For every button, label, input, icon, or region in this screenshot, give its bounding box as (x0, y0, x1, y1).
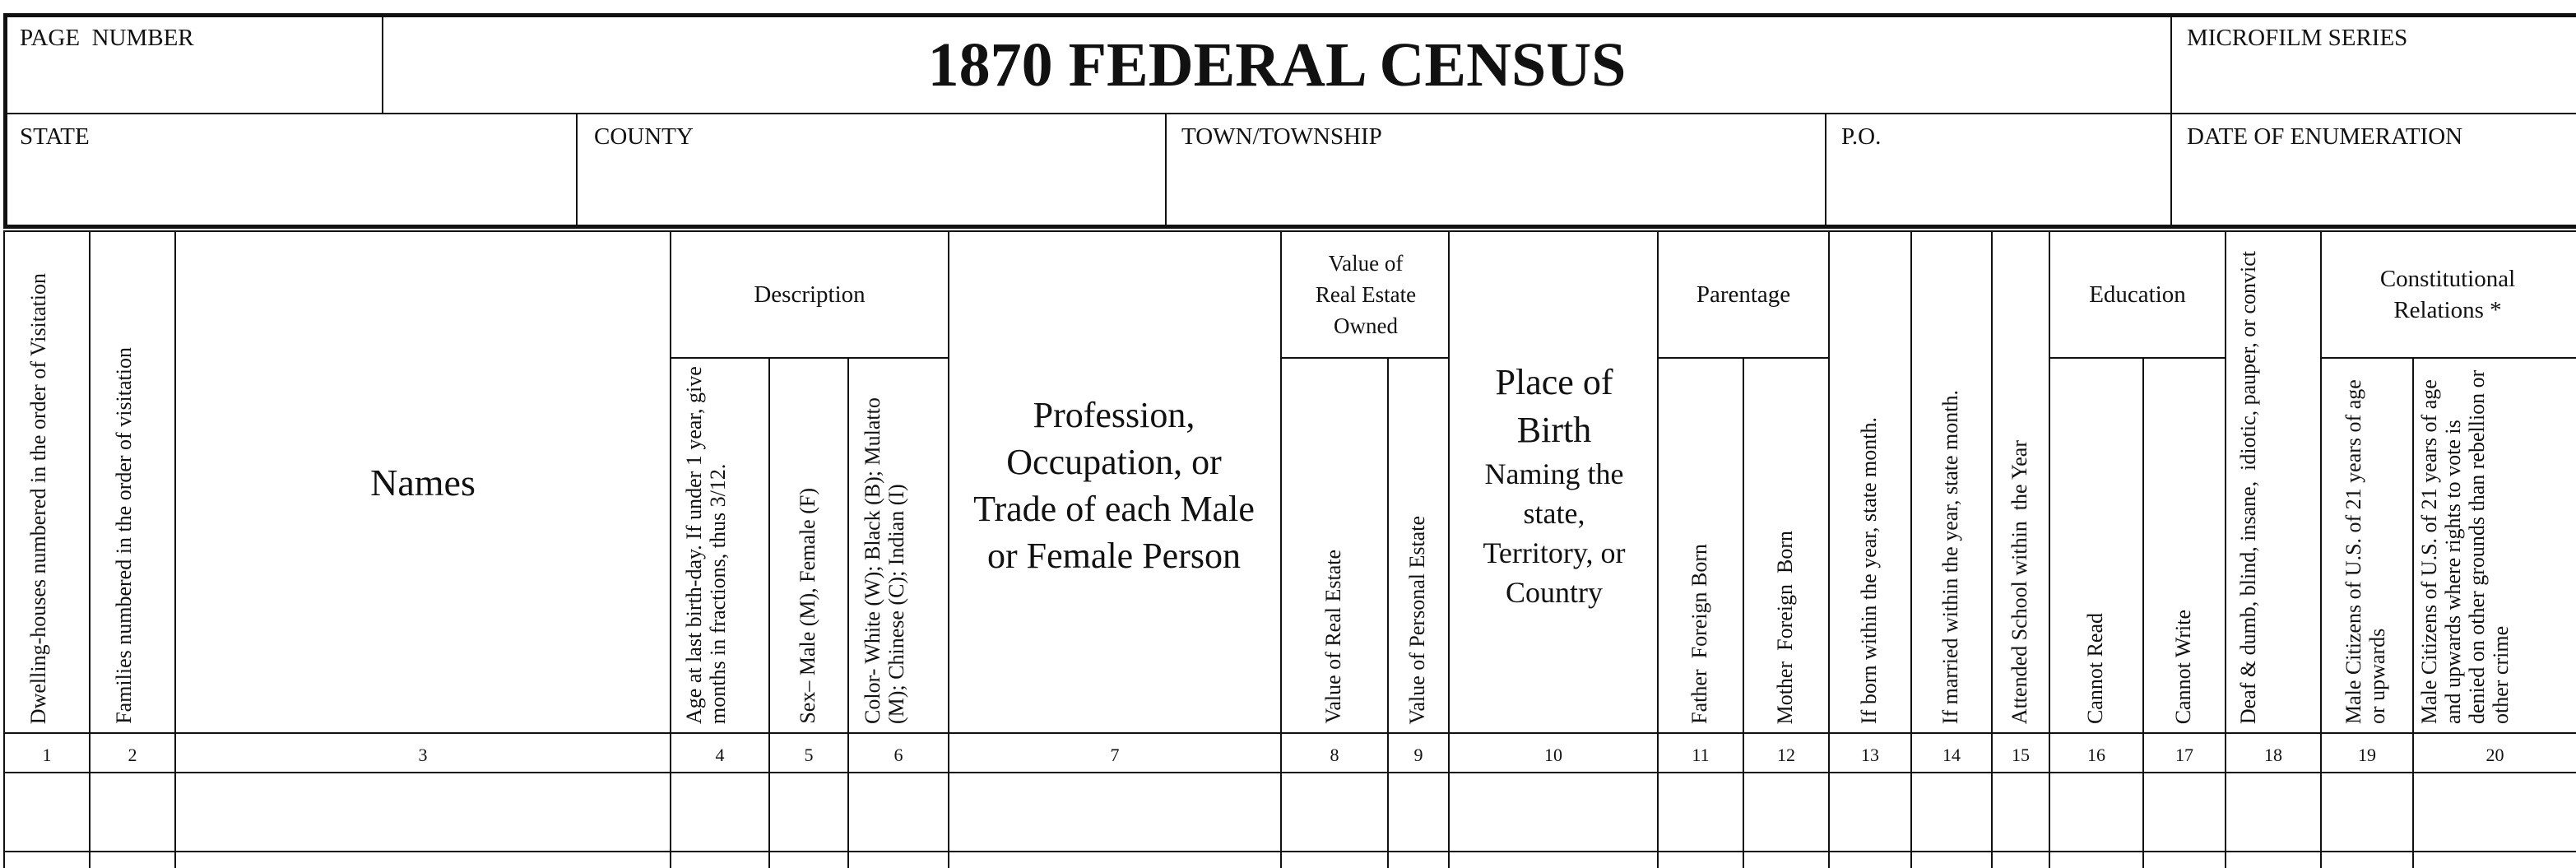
column-number: 1 (42, 745, 52, 765)
column-number: 6 (893, 745, 903, 765)
place-of-birth-title: Place of Birth (1495, 362, 1613, 450)
column-divider (1828, 230, 1830, 868)
column-header-dwelling: Dwelling-houses numbered in the order of Visitation (26, 272, 50, 724)
county-label: COUNTY (594, 123, 694, 150)
column-header-married-within-year: If married within the year, state month. (1938, 389, 1962, 724)
header-divider (1165, 114, 1167, 229)
column-header-age: Age at last birth-day. If under 1 year, give months in fractions, thus 3/12. (682, 366, 730, 724)
column-number: 17 (2175, 745, 2193, 765)
column-number: 18 (2264, 745, 2282, 765)
column-header-profession: Profession, Occupation, or Trade of each Male or Female Person (973, 395, 1255, 576)
group-subheader-line (670, 357, 948, 359)
column-header-attended-school: Attended School within the Year (2007, 439, 2031, 724)
group-header-real-estate: Value of Real Estate Owned (1315, 251, 1417, 338)
subcolumn-divider (847, 357, 849, 868)
subcolumn-divider (1387, 357, 1389, 868)
header-divider (2170, 13, 2172, 229)
subcolumn-divider (2412, 357, 2414, 868)
column-number-row-top (3, 732, 2576, 734)
column-number: 8 (1330, 745, 1339, 765)
column-number: 19 (2358, 745, 2376, 765)
column-header-color: Color- White (W); Black (B); Mulatto (M); Chinese (C); Indian (I) (861, 397, 908, 724)
column-number: 16 (2087, 745, 2105, 765)
column-header-place-of-birth (1451, 346, 1657, 625)
subcolumn-divider (1743, 357, 1744, 868)
column-number: 5 (804, 745, 814, 765)
column-number: 9 (1413, 745, 1423, 765)
column-divider (2225, 230, 2226, 868)
column-number: 10 (1544, 745, 1562, 765)
post-office-label: P.O. (1841, 123, 1882, 150)
column-header-mother-foreign-born: Mother Foreign Born (1773, 530, 1797, 724)
column-divider (1910, 230, 1912, 868)
column-header-cannot-write: Cannot Write (2171, 609, 2195, 724)
column-number: 4 (715, 745, 725, 765)
column-divider (89, 230, 91, 868)
header-divider (576, 114, 578, 229)
column-header-cannot-read: Cannot Read (2083, 612, 2107, 724)
group-header-description: Description (754, 281, 866, 308)
column-header-sex: Sex– Male (M), Female (F) (796, 488, 819, 724)
column-divider (1448, 230, 1450, 868)
town-township-label: TOWN/TOWNSHIP (1181, 123, 1382, 150)
column-number-row-bottom (3, 772, 2576, 773)
column-header-male-citizens: Male Citizens of U.S. of 21 years of age or upwards (2342, 379, 2389, 724)
header-divider (1825, 114, 1826, 229)
column-header-value-personal-estate: Value of Personal Estate (1405, 515, 1429, 724)
column-header-male-citizens-denied: Male Citizens of U.S. of 21 years of age and upwards where rights to vote is denied on other grounds than rebellion or other crime (2417, 369, 2513, 724)
column-number: 2 (128, 745, 137, 765)
column-header-names: Names (370, 461, 476, 504)
group-header-education: Education (2089, 281, 2186, 308)
entry-row-line (3, 851, 2576, 852)
group-header-constitutional-relations: Constitutional Relations * (2379, 266, 2516, 323)
column-number: 13 (1861, 745, 1879, 765)
column-divider (948, 230, 949, 868)
group-subheader-line (2049, 357, 2225, 359)
date-of-enumeration-label: DATE OF ENUMERATION (2187, 123, 2463, 150)
group-header-parentage: Parentage (1696, 281, 1791, 308)
column-header-born-within-year: If born within the year, state month. (1857, 417, 1881, 724)
subcolumn-divider (768, 357, 770, 868)
column-header-families: Families numbered in the order of visitation (112, 347, 136, 724)
column-number: 12 (1777, 745, 1795, 765)
column-number: 20 (2485, 745, 2504, 765)
column-number: 14 (1942, 745, 1961, 765)
column-divider (3, 230, 5, 868)
place-of-birth-subtitle: Naming the state, Territory, or Country (1483, 457, 1626, 609)
column-header-value-real-estate: Value of Real Estate (1321, 550, 1345, 724)
column-divider (1280, 230, 1282, 868)
column-divider (1991, 230, 1993, 868)
header-row-divider (3, 113, 2576, 114)
group-subheader-line (2320, 357, 2576, 359)
column-number: 15 (2012, 745, 2030, 765)
group-subheader-line (1280, 357, 1448, 359)
column-number: 3 (418, 745, 428, 765)
microfilm-series-label: MICROFILM SERIES (2187, 25, 2408, 51)
column-header-father-foreign-born: Father Foreign Born (1687, 544, 1711, 724)
column-number: 7 (1110, 745, 1120, 765)
column-header-deaf-dumb-blind: Deaf & dumb, blind, insane, idiotic, pauper, or convict (2236, 250, 2260, 724)
subcolumn-divider (2142, 357, 2144, 868)
page-number-label: PAGE NUMBER (20, 25, 194, 51)
column-number: 11 (1692, 745, 1710, 765)
form-title: 1870 FEDERAL CENSUS (927, 30, 1627, 100)
state-label: STATE (20, 123, 90, 150)
column-divider (2320, 230, 2322, 868)
